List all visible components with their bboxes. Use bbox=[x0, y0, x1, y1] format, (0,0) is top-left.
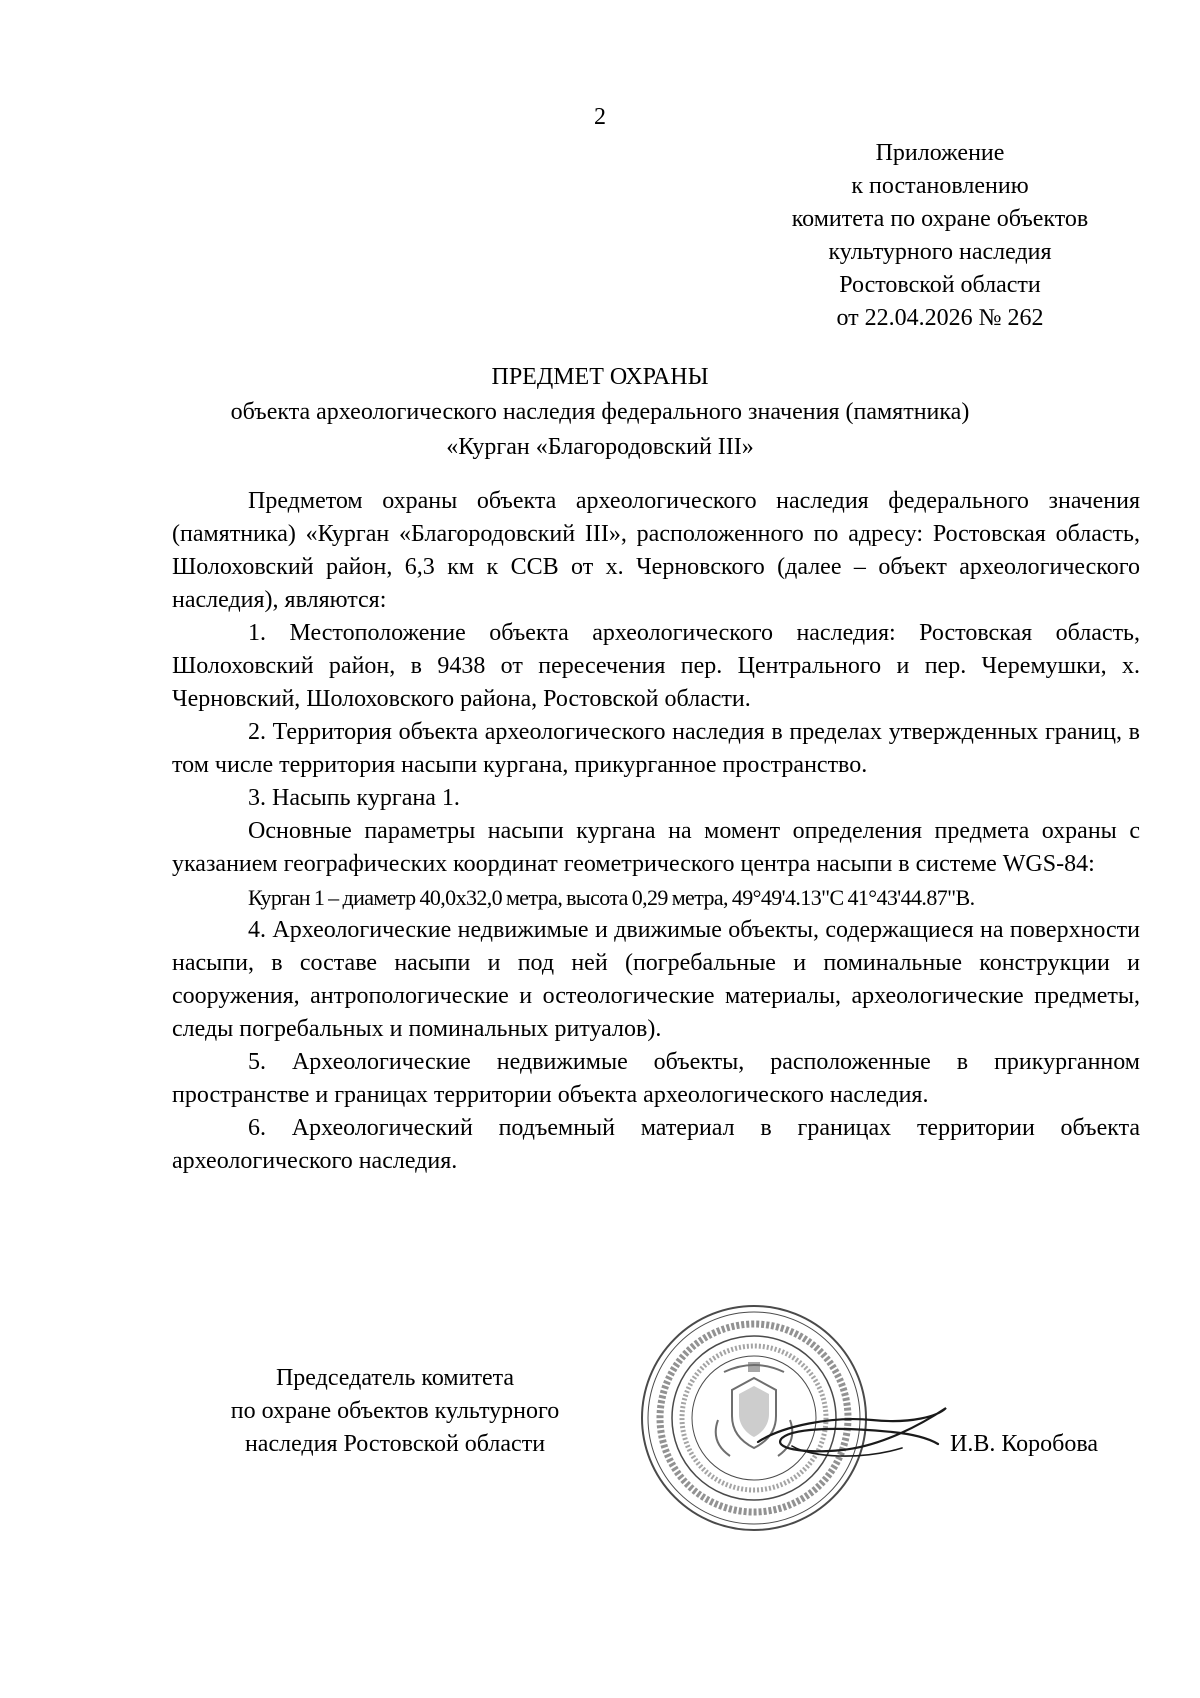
document-title bbox=[150, 360, 1050, 465]
paragraph-3-params: Основные параметры насыпи кургана на момент определения предмета охраны с указанием географических координат геометрического центра насыпи в системе WGS-84: bbox=[172, 818, 1140, 877]
paragraph-5: 5. Археологические недвижимые объекты, расположенные в прикурганном пространстве и границах территории объекта археологического наследия. bbox=[172, 1049, 1140, 1108]
title-heading: ПРЕДМЕТ ОХРАНЫ bbox=[491, 364, 709, 390]
paragraph-4: 4. Археологические недвижимые и движимые объекты, содержащиеся на поверхности насыпи, в составе насыпи и под ней (погребальные и поминальные конструкции и сооружения, антропологические и остеологические материалы, археологические предметы, следы погребальных и поминальных ритуалов). bbox=[172, 917, 1140, 1042]
handwritten-signature bbox=[752, 1398, 952, 1470]
signatory-position-line: по охране объектов культурного bbox=[230, 1398, 560, 1424]
paragraph-3: 3. Насыпь кургана 1. bbox=[248, 785, 460, 811]
paragraph-intro: Предметом охраны объекта археологического наследия федерального значения (памятника) «Курган «Благородовский III», расположенного по адресу: Ростовская область, Шолоховский район, 6,3 км к ССВ от х. Черновского (далее – объект археологического наследия), являются: bbox=[172, 488, 1140, 613]
paragraph-3-coordinates: Курган 1 – диаметр 40,0х32,0 метра, высота 0,29 метра, 49°49'4.13"С 41°43'44.87"В. bbox=[248, 885, 975, 910]
appendix-line: Приложение bbox=[875, 140, 1005, 166]
appendix-line: от 22.04.2026 № 262 bbox=[836, 305, 1044, 331]
title-object-name: «Курган «Благородовский III» bbox=[446, 434, 754, 460]
page-number: 2 bbox=[594, 104, 606, 130]
document-body bbox=[172, 485, 1140, 1178]
signatory-position-line: Председатель комитета bbox=[275, 1365, 515, 1391]
title-subheading: объекта археологического наследия федерального значения (памятника) bbox=[230, 399, 970, 425]
appendix-line: к постановлению bbox=[851, 173, 1029, 199]
paragraph-2: 2. Территория объекта археологического наследия в пределах утвержденных границ, в том числе территория насыпи кургана, прикурганное пространство. bbox=[172, 719, 1140, 778]
appendix-line: комитета по охране объектов bbox=[791, 206, 1089, 232]
appendix-line: Ростовской области bbox=[839, 272, 1041, 298]
signatory-position-line: наследия Ростовской области bbox=[244, 1431, 546, 1457]
signatory-position bbox=[160, 1362, 630, 1461]
appendix-line: культурного наследия bbox=[828, 239, 1052, 265]
paragraph-6: 6. Археологический подъемный материал в границах территории объекта археологического наследия. bbox=[172, 1115, 1140, 1174]
paragraph-1: 1. Местоположение объекта археологического наследия: Ростовская область, Шолоховский район, в 9438 от пересечения пер. Центрального и пер. Черемушки, х. Черновский, Шолоховского района, Ростовской области. bbox=[172, 620, 1140, 712]
appendix-header bbox=[760, 137, 1120, 335]
signatory-name: И.В. Коробова bbox=[950, 1431, 1099, 1457]
